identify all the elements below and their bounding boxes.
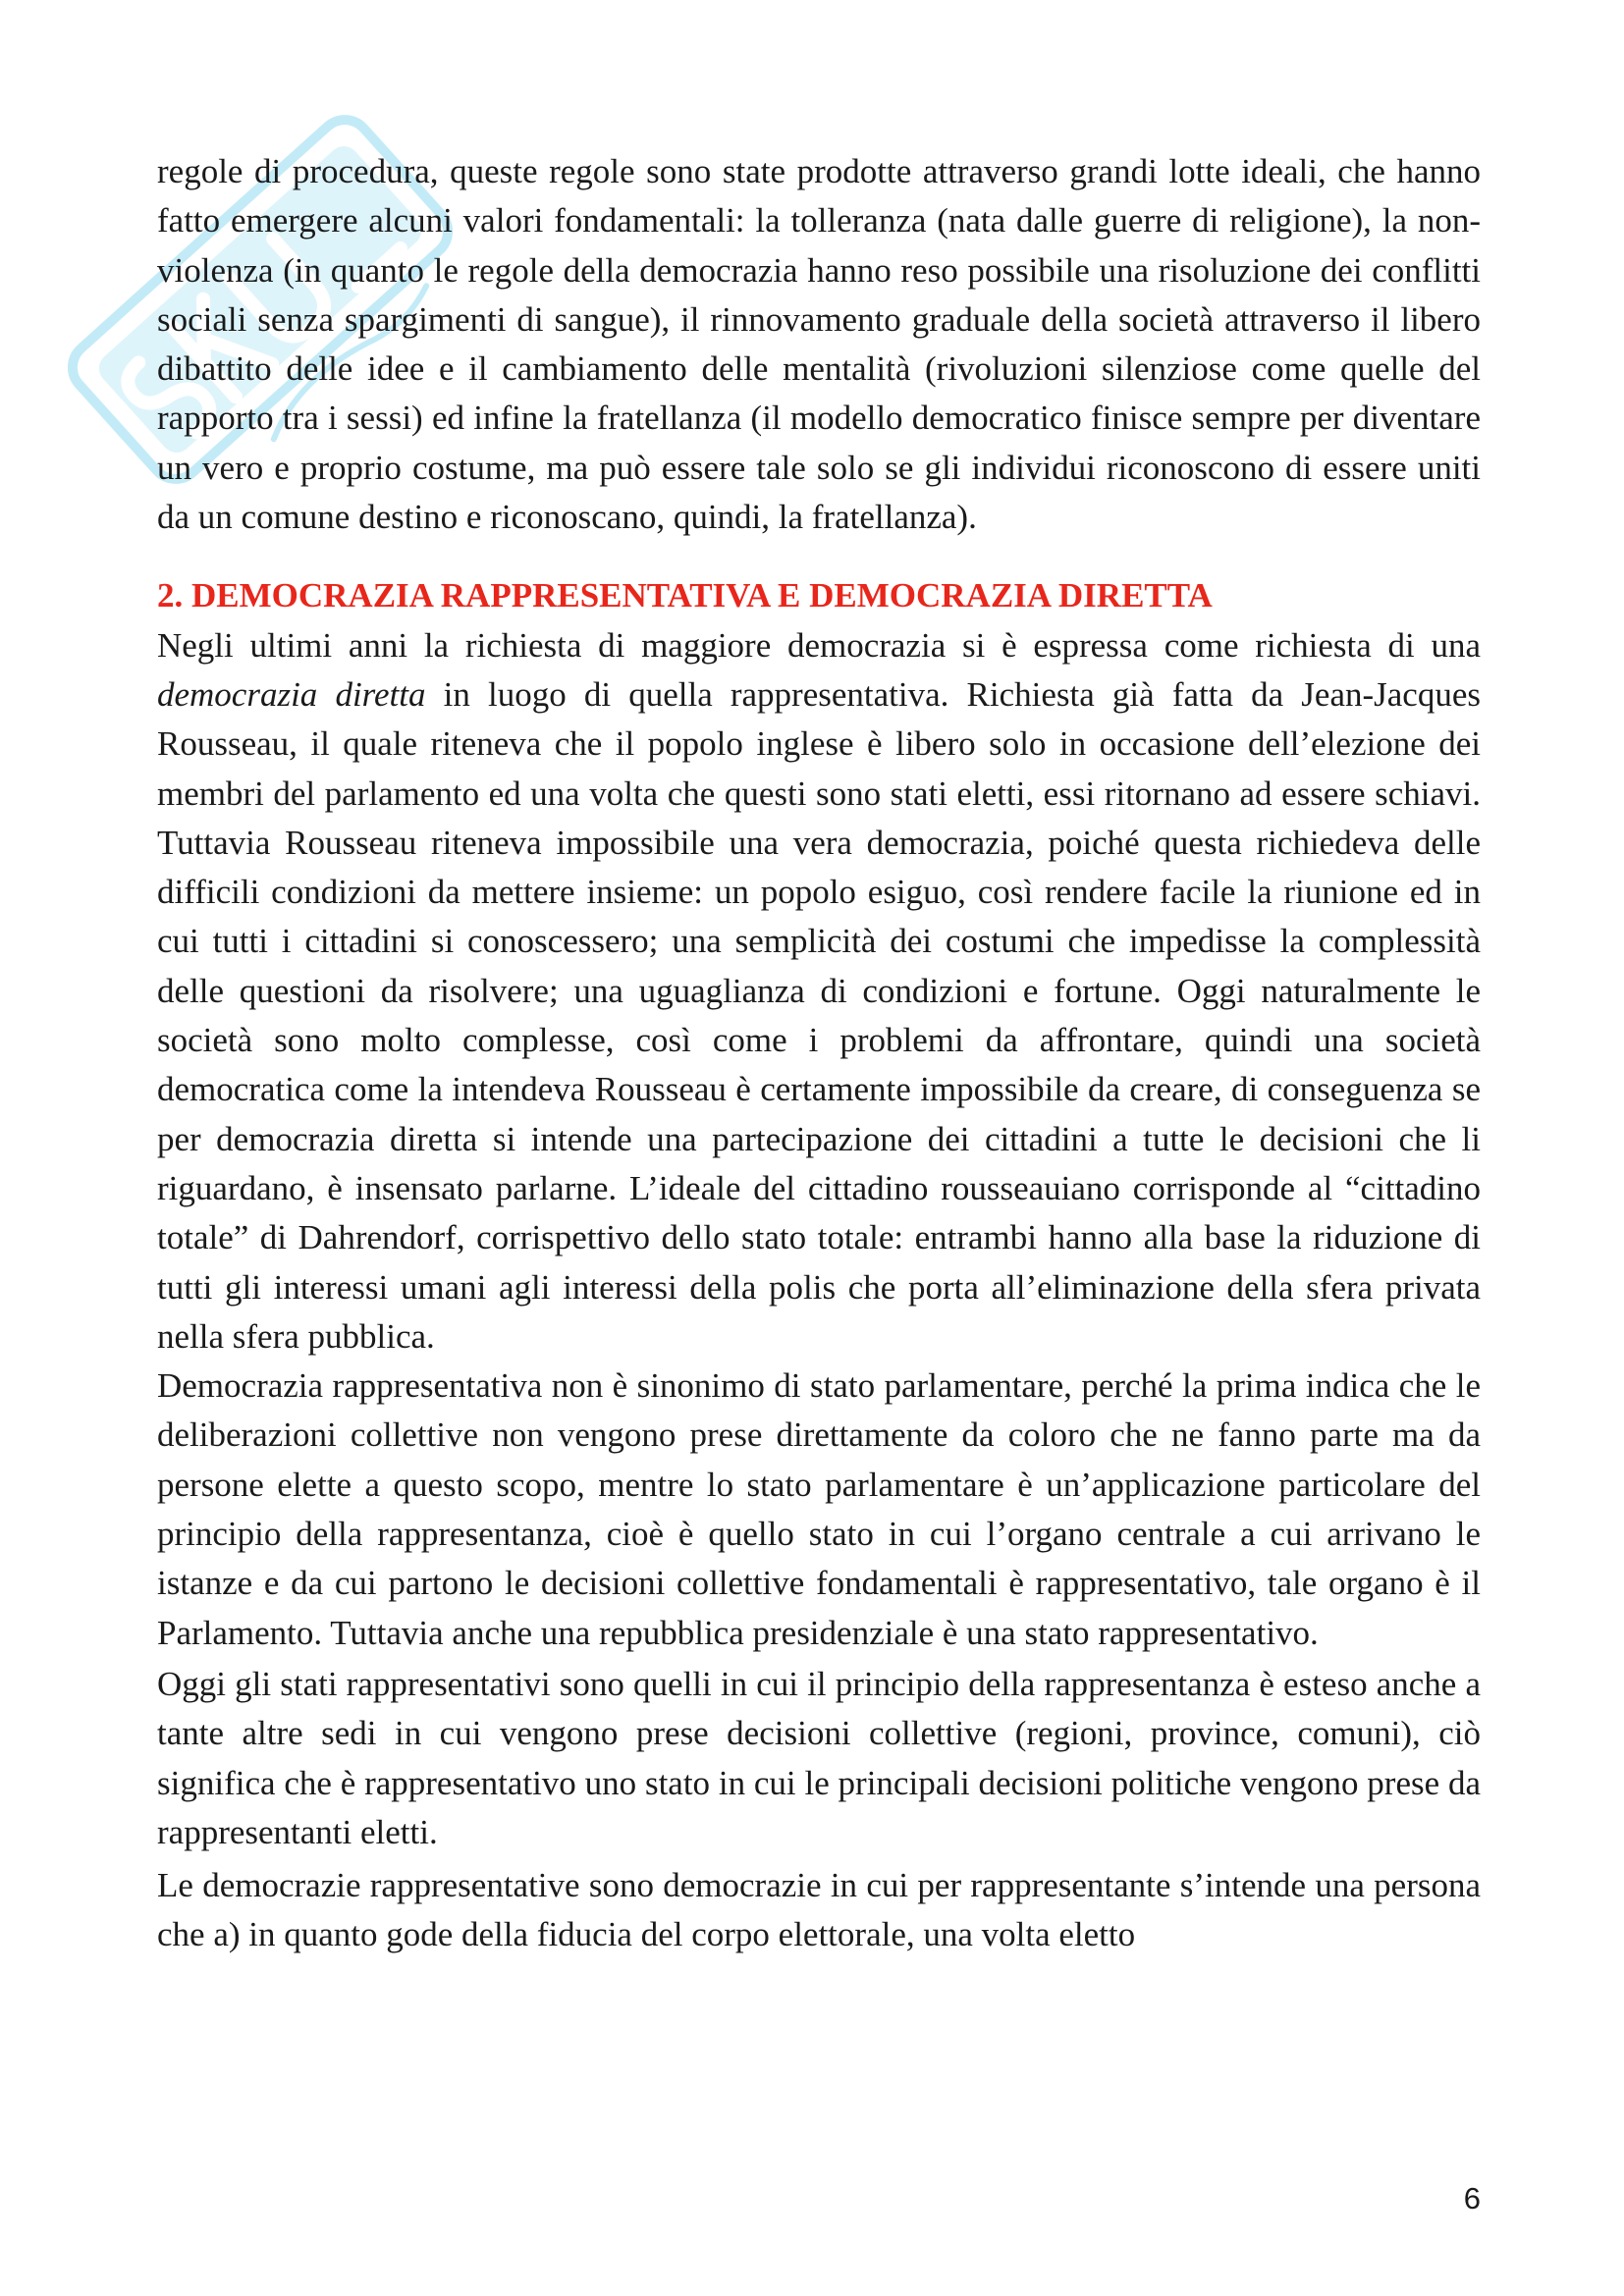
- paragraph-democrazia-diretta: [157, 621, 1481, 1362]
- paragraph-democrazie-rappresentative: Le democrazie rappresentative sono democrazie in cui per rappresentante s’intende una persona che a) in quanto gode della fiducia del corpo elettorale, una volta eletto: [157, 1866, 1481, 1954]
- paragraph-text-after-italic: in luogo di quella rappresentativa. Richiesta già fatta da Jean-Jacques Rousseau, il quale riteneva che il popolo inglese è libero solo in occasione dell’elezione dei membri del parlamento ed una volta che questi sono stati eletti, essi ritornano ad essere schiavi. Tuttavia Rousseau riteneva impossibile una vera democrazia, poiché questa richiedeva delle difficili condizioni da mettere insieme: un popolo esiguo, così rendere facile la riunione ed in cui tutti i cittadini si conoscessero; una semplicità dei costumi che impedisse la complessità delle questioni da risolvere; una uguaglianza di condizioni e fortune. Oggi naturalmente le società sono molto complesse, così come i problemi da affrontare, quindi una società democratica come la intendeva Rousseau è certamente impossibile da creare, di conseguenza se per democrazia diretta si intende una partecipazione dei cittadini a tutte le decisioni che li riguardano, è insensato parlarne. L’ideale del cittadino rousseauiano corrisponde al “cittadino totale” di Dahrendorf, corrispettivo dello stato totale: entrambi hanno alla base la riduzione di tutti gli interessi umani agli interessi della polis che porta all’eliminazione della sfera privata nella sfera pubblica.: [157, 674, 1481, 1356]
- paragraph-stato-parlamentare: Democrazia rappresentativa non è sinonimo di stato parlamentare, perché la prima indica che le deliberazioni collettive non vengono prese direttamente da coloro che ne fanno parte ma da persone elette a questo scopo, mentre lo stato parlamentare è un’applicazione particolare del principio della rappresentanza, cioè è quello stato in cui l’organo centrale a cui arrivano le istanze e da cui partono le decisioni collettive fondamentali è rappresentativo, tale organo è il Parlamento. Tuttavia anche una repubblica presidenziale è una stato rappresentativo.: [157, 1366, 1481, 1652]
- paragraph-stati-rappresentativi: Oggi gli stati rappresentativi sono quelli in cui il principio della rappresentanza è esteso anche a tante altre sedi in cui vengono prese decisioni collettive (regioni, province, comuni), ciò significa che è rappresentativo uno stato in cui le principali decisioni politiche vengono prese da rappresentanti eletti.: [157, 1664, 1481, 1851]
- emphasis-democrazia-diretta: democrazia diretta: [157, 674, 426, 714]
- paragraph-opening: regole di procedura, queste regole sono state prodotte attraverso grandi lotte ideali, che hanno fatto emergere alcuni valori fondamentali: la tolleranza (nata dalle guerre di religione), la non-violenza (in quanto le regole della democrazia hanno reso possibile una risoluzione dei conflitti sociali senza spargimenti di sangue), il rinnovamento graduale della società attraverso il libero dibattito delle idee e il cambiamento delle mentalità (rivoluzioni silenziose come quelle del rapporto tra i sessi) ed infine la fratellanza (il modello democratico finisce sempre per diventare un vero e proprio costume, ma può essere tale solo se gli individui riconoscono di essere uniti da un comune destino e riconoscano, quindi, la fratellanza).: [157, 152, 1481, 537]
- paragraph-text-before-italic: Negli ultimi anni la richiesta di maggiore democrazia si è espressa come richiesta di una: [157, 625, 1481, 665]
- section-heading: 2. DEMOCRAZIA RAPPRESENTATIVA E DEMOCRAZIA DIRETTA: [157, 576, 1213, 615]
- page-number: 6: [1463, 2181, 1481, 2216]
- document-body: [157, 147, 1481, 1960]
